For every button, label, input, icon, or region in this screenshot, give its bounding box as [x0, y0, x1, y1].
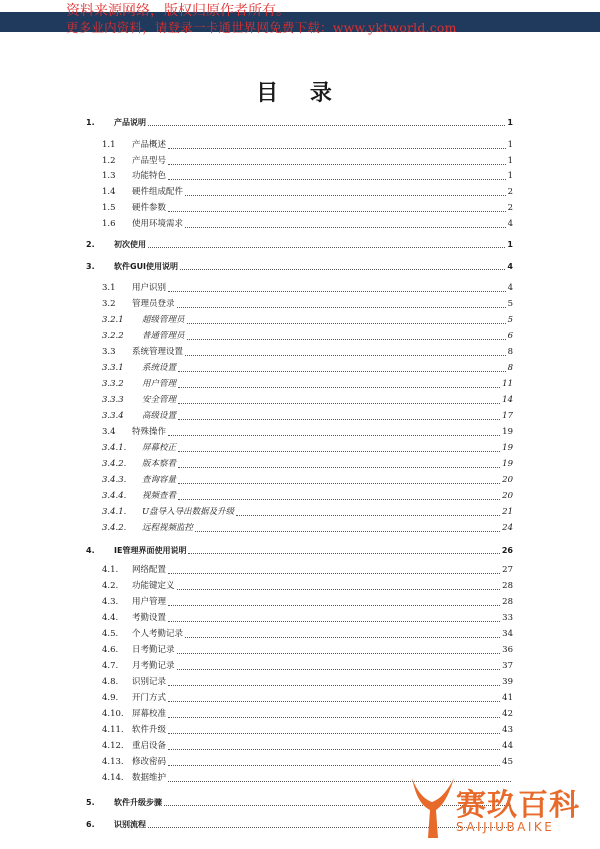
toc-entry[interactable]	[86, 520, 513, 534]
watermark-brand-en: SAIJIUBAIKE	[456, 820, 555, 834]
toc-entry-title: 软件GUI使用说明	[114, 262, 179, 271]
toc-entry-number: 3.3.1	[102, 363, 124, 373]
toc-entry-page: 4	[507, 283, 513, 293]
toc-entry[interactable]	[86, 376, 513, 390]
toc-entry[interactable]	[86, 258, 513, 272]
toc-entry[interactable]	[86, 722, 513, 736]
toc-entry[interactable]	[86, 312, 513, 326]
toc-entry-page: 21	[502, 507, 513, 517]
toc-entry-title: 重启设备	[132, 741, 167, 751]
watermark-brand-cn: 赛玖百科	[456, 788, 580, 823]
toc-entry-number: 3.4.3.	[102, 475, 127, 485]
toc-entry-number: 1.6	[102, 219, 116, 229]
toc-entry[interactable]	[86, 488, 513, 502]
toc-entry-page: 2	[507, 203, 513, 213]
toc-entry-number: 6.	[86, 820, 95, 829]
toc-entry-number: 1.4	[102, 187, 116, 197]
toc-dot-leader	[236, 515, 500, 516]
toc-dot-leader	[178, 467, 500, 468]
toc-entry[interactable]	[86, 153, 513, 167]
toc-entry-title: 超级管理员	[142, 315, 185, 325]
toc-entry-title: 初次使用	[114, 240, 146, 249]
toc-entry-title: 用户识别	[132, 283, 167, 293]
toc-entry-number: 3.4.2.	[102, 523, 127, 533]
toc-entry[interactable]	[86, 184, 513, 198]
toc-entry[interactable]	[86, 360, 513, 374]
toc-dot-leader	[187, 339, 506, 340]
toc-entry-page: 11	[502, 379, 513, 389]
toc-dot-leader	[168, 749, 500, 750]
toc-entry-number: 3.	[86, 262, 95, 271]
toc-dot-leader	[178, 483, 500, 484]
toc-dot-leader	[168, 717, 500, 718]
toc-entry-title: 远程视频监控	[142, 523, 194, 533]
toc-entry-page: 1	[507, 118, 513, 127]
toc-entry[interactable]	[86, 674, 513, 688]
toc-entry-page: 44	[502, 741, 513, 751]
toc-entry-title: 版本察看	[142, 459, 177, 469]
toc-entry-page: 28	[502, 581, 513, 591]
toc-entry-page: 14	[502, 395, 513, 405]
toc-entry[interactable]	[86, 610, 513, 624]
toc-entry-number: 4.10.	[102, 709, 124, 719]
toc-entry-number: 3.2.2	[102, 331, 124, 341]
toc-entry[interactable]	[86, 424, 513, 438]
toc-dot-leader	[188, 553, 500, 554]
toc-entry-number: 3.3.2	[102, 379, 124, 389]
toc-entry-page: 1	[507, 240, 513, 249]
toc-entry[interactable]	[86, 344, 513, 358]
toc-entry-number: 4.3.	[102, 597, 119, 607]
toc-entry-number: 3.4.1.	[102, 443, 127, 453]
toc-entry[interactable]	[86, 706, 513, 720]
toc-entry-title: 功能键定义	[132, 581, 175, 591]
toc-entry-page: 19	[502, 427, 513, 437]
toc-entry[interactable]	[86, 456, 513, 470]
banner-copyright-text: 资料来源网络，版权归原作者所有。	[66, 3, 290, 19]
toc-entry-title: 开门方式	[132, 693, 167, 703]
toc-entry-page: 20	[502, 475, 513, 485]
toc-entry-page: 1	[507, 140, 513, 150]
toc-entry-number: 1.	[86, 118, 95, 127]
toc-entry-page: 19	[502, 459, 513, 469]
toc-entry[interactable]	[86, 328, 513, 342]
toc-entry-page: 8	[507, 347, 513, 357]
toc-entry-number: 3.4.1.	[102, 507, 127, 517]
toc-entry[interactable]	[86, 168, 513, 182]
toc-dot-leader	[178, 419, 500, 420]
toc-entry-number: 1.3	[102, 171, 116, 181]
toc-entry[interactable]	[86, 542, 513, 556]
toc-entry-number: 4.8.	[102, 677, 119, 687]
toc-entry-page: 17	[502, 411, 513, 421]
toc-entry-title: 产品说明	[114, 118, 146, 127]
toc-entry-page: 43	[502, 725, 513, 735]
toc-entry-page: 1	[507, 171, 513, 181]
toc-entry[interactable]	[86, 594, 513, 608]
toc-entry-title: 产品型号	[132, 156, 167, 166]
toc-entry-page: 4	[507, 262, 513, 271]
toc-entry[interactable]	[86, 626, 513, 640]
toc-entry[interactable]	[86, 642, 513, 656]
toc-entry-title: 用户管理	[142, 379, 177, 389]
toc-entry-number: 4.1.	[102, 565, 119, 575]
toc-entry-number: 3.3.3	[102, 395, 124, 405]
toc-entry-number: 3.1	[102, 283, 116, 293]
toc-heading: 目 录	[256, 80, 344, 106]
toc-entry[interactable]	[86, 216, 513, 230]
toc-entry[interactable]	[86, 137, 513, 151]
toc-entry-title: 系统设置	[142, 363, 177, 373]
toc-entry[interactable]	[86, 408, 513, 422]
toc-entry[interactable]	[86, 472, 513, 486]
toc-entry-title: 高级设置	[142, 411, 177, 421]
toc-dot-leader	[177, 653, 500, 654]
toc-entry-title: IE管理界面使用说明	[114, 546, 187, 555]
toc-entry-page: 5	[507, 299, 513, 309]
toc-entry[interactable]	[86, 296, 513, 310]
toc-entry[interactable]	[86, 236, 513, 250]
toc-entry-number: 4.5.	[102, 629, 119, 639]
toc-entry[interactable]	[86, 690, 513, 704]
toc-entry-number: 4.14.	[102, 773, 124, 783]
toc-dot-leader	[185, 355, 506, 356]
toc-entry-title: 考勤设置	[132, 613, 167, 623]
watermark-logo	[404, 768, 600, 849]
toc-dot-leader	[168, 621, 500, 622]
toc-dot-leader	[178, 451, 500, 452]
toc-entry-page: 27	[502, 565, 513, 575]
toc-entry-page: 5	[507, 315, 513, 325]
toc-entry-number: 3.3	[102, 347, 116, 357]
toc-dot-leader	[178, 387, 500, 388]
toc-entry-number: 3.4.4.	[102, 491, 127, 501]
toc-dot-leader	[168, 435, 500, 436]
toc-dot-leader	[177, 307, 506, 308]
toc-entry-title: 识别流程	[114, 820, 146, 829]
toc-dot-leader	[177, 669, 500, 670]
toc-entry-number: 1.2	[102, 156, 116, 166]
toc-entry-number: 4.13.	[102, 757, 124, 767]
toc-entry[interactable]	[86, 114, 513, 128]
toc-dot-leader	[168, 291, 506, 292]
toc-dot-leader	[180, 269, 505, 270]
toc-entry-number: 3.4	[102, 427, 116, 437]
toc-entry-title: 产品概述	[132, 140, 167, 150]
toc-dot-leader	[185, 227, 506, 228]
toc-entry-title: 用户管理	[132, 597, 167, 607]
toc-entry[interactable]	[86, 562, 513, 576]
toc-entry-page: 24	[502, 523, 513, 533]
toc-entry-number: 3.2.1	[102, 315, 124, 325]
toc-entry-page: 28	[502, 597, 513, 607]
toc-entry-title: 查询容量	[142, 475, 177, 485]
toc-entry-title: 个人考勤记录	[132, 629, 184, 639]
toc-entry-number: 4.9.	[102, 693, 119, 703]
toc-dot-leader	[178, 499, 500, 500]
toc-entry[interactable]	[86, 754, 513, 768]
toc-entry-number: 2.	[86, 240, 95, 249]
whale-tail-logo-icon	[408, 772, 458, 844]
toc-dot-leader	[178, 371, 506, 372]
toc-dot-leader	[168, 164, 506, 165]
toc-entry-number: 4.	[86, 546, 95, 555]
toc-entry-title: 硬件组成配件	[132, 187, 184, 197]
toc-entry-title: 系统管理设置	[132, 347, 184, 357]
toc-entry-title: 普通管理员	[142, 331, 185, 341]
toc-entry-title: 硬件参数	[132, 203, 167, 213]
toc-dot-leader	[187, 323, 506, 324]
toc-dot-leader	[168, 148, 506, 149]
toc-entry-title: 功能特色	[132, 171, 167, 181]
toc-dot-leader	[148, 247, 505, 248]
toc-dot-leader	[185, 195, 506, 196]
toc-entry-page: 34	[502, 629, 513, 639]
toc-dot-leader	[168, 685, 500, 686]
banner-download-text: 更多业内资料，请登录一卡通世界网免费下载：www.yktworld.com	[66, 20, 457, 35]
toc-entry[interactable]	[86, 658, 513, 672]
toc-entry-page: 20	[502, 491, 513, 501]
toc-entry-number: 1.5	[102, 203, 116, 213]
toc-entry-page: 1	[507, 156, 513, 166]
toc-entry-page: 36	[502, 645, 513, 655]
toc-entry-number: 4.6.	[102, 645, 119, 655]
toc-entry-number: 3.4.2.	[102, 459, 127, 469]
toc-entry-title: 屏幕校准	[132, 709, 167, 719]
toc-dot-leader	[168, 211, 506, 212]
toc-entry-title: 软件升级步骤	[114, 798, 162, 807]
toc-entry-page: 6	[507, 331, 513, 341]
toc-dot-leader	[185, 637, 500, 638]
toc-entry-number: 4.7.	[102, 661, 119, 671]
toc-entry-page: 45	[502, 757, 513, 767]
toc-entry[interactable]	[86, 738, 513, 752]
toc-entry-page: 26	[501, 546, 513, 555]
toc-dot-leader	[168, 701, 500, 702]
toc-entry-page: 37	[502, 661, 513, 671]
toc-entry[interactable]	[86, 280, 513, 294]
toc-entry-title: 软件升级	[132, 725, 167, 735]
toc-entry-page: 2	[507, 187, 513, 197]
toc-dot-leader	[177, 589, 500, 590]
toc-dot-leader	[168, 179, 506, 180]
toc-entry-number: 3.3.4	[102, 411, 124, 421]
toc-entry-title: 日考勤记录	[132, 645, 175, 655]
toc-entry-title: 使用环境需求	[132, 219, 184, 229]
toc-entry-number: 1.1	[102, 140, 116, 150]
toc-entry[interactable]	[86, 200, 513, 214]
toc-entry-title: 月考勤记录	[132, 661, 175, 671]
toc-entry-title: 数据维护	[132, 773, 167, 783]
toc-entry-number: 4.4.	[102, 613, 119, 623]
toc-dot-leader	[148, 125, 505, 126]
toc-entry-title: 修改密码	[132, 757, 167, 767]
toc-entry-page: 33	[502, 613, 513, 623]
toc-entry-title: 识别记录	[132, 677, 167, 687]
toc-dot-leader	[168, 605, 500, 606]
toc-entry-number: 4.2.	[102, 581, 119, 591]
toc-entry-number: 4.12.	[102, 741, 124, 751]
toc-entry-title: 安全管理	[142, 395, 177, 405]
toc-dot-leader	[178, 403, 500, 404]
toc-entry-title: U盘导入导出数据及升级	[142, 507, 235, 517]
toc-dot-leader	[195, 531, 500, 532]
toc-entry-page: 4	[507, 219, 513, 229]
toc-entry-title: 管理员登录	[132, 299, 175, 309]
toc-entry-title: 视频查看	[142, 491, 177, 501]
toc-entry[interactable]	[86, 578, 513, 592]
toc-entry-number: 5.	[86, 798, 95, 807]
toc-entry[interactable]	[86, 392, 513, 406]
toc-dot-leader	[168, 733, 500, 734]
toc-entry-page: 8	[507, 363, 513, 373]
toc-dot-leader	[168, 573, 500, 574]
toc-entry-page: 39	[502, 677, 513, 687]
source-banner	[0, 0, 600, 36]
toc-entry[interactable]	[86, 504, 513, 518]
toc-entry-page: 19	[502, 443, 513, 453]
toc-entry-page: 42	[502, 709, 513, 719]
toc-entry-title: 网络配置	[132, 565, 167, 575]
toc-entry-title: 特殊操作	[132, 427, 167, 437]
toc-entry[interactable]	[86, 440, 513, 454]
toc-entry-title: 屏幕校正	[142, 443, 177, 453]
toc-entry-number: 4.11.	[102, 725, 124, 735]
toc-dot-leader	[168, 765, 500, 766]
toc-entry-page: 41	[502, 693, 513, 703]
toc-entry-number: 3.2	[102, 299, 116, 309]
